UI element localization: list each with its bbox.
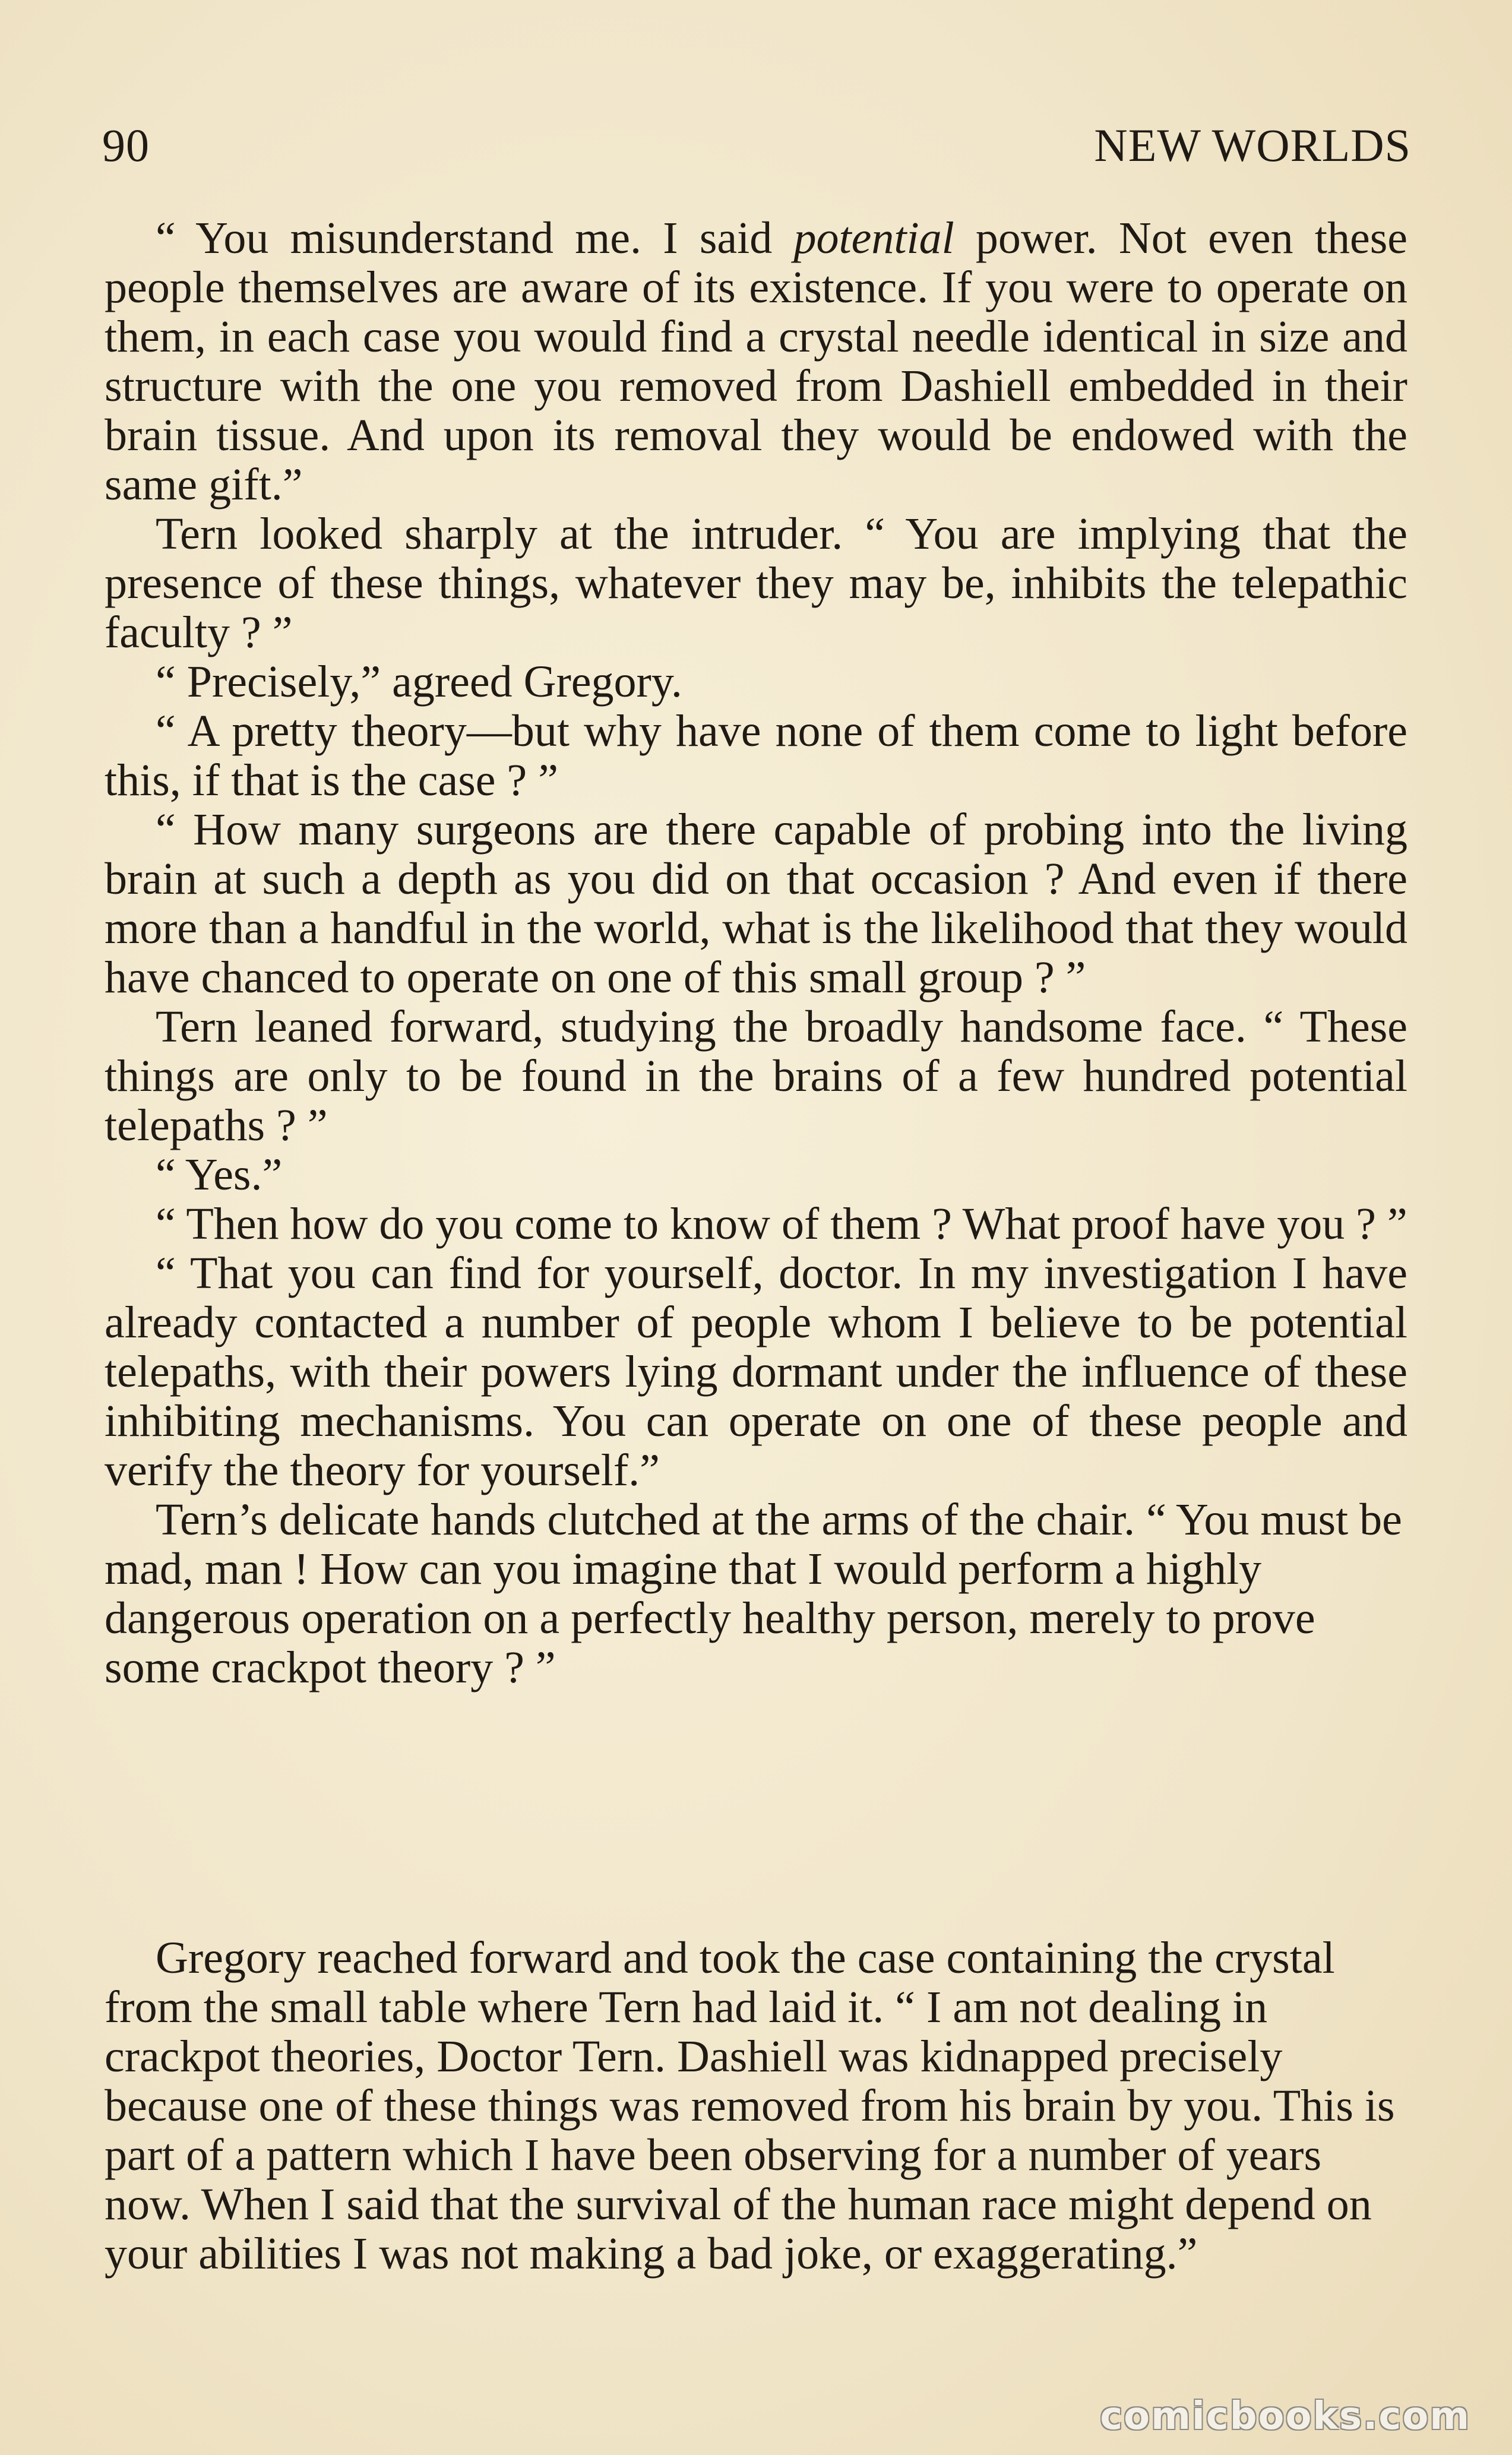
emphasis-potential: potential	[793, 213, 954, 263]
paragraph-10: Tern’s delicate hands clutched at the arms of the chair. “ You must be mad, man ! How can you imagine that I would perform a highly dangerous operation on a perfectly healthy person, merely to prove some crackpot theory ? ”	[105, 1495, 1402, 1692]
paragraph-1-start: “ You misunderstand me. I said	[156, 213, 794, 263]
body-text-section-2	[105, 1934, 1407, 2279]
paragraph-7: “ Yes.”	[156, 1150, 283, 1200]
body-text	[105, 214, 1407, 1692]
page-number: 90	[102, 119, 150, 171]
paragraph-2: Tern looked sharply at the intruder. “ You are implying that the presence of these things, whatever they may be, inhibits the telepathic faculty ? ”	[105, 509, 1407, 657]
paragraph-1-end: power. Not even these people themselves are aware of its existence. If you were to operate on them, in each case you would find a crystal needle identical in size and structure with the one you removed from Dashiell embedded in their brain tissue. And upon its removal they would be endowed with the same gift.”	[105, 213, 1407, 510]
page-header	[102, 113, 1411, 178]
paragraph-3: “ Precisely,” agreed Gregory.	[156, 657, 682, 707]
running-title: NEW WORLDS	[1094, 119, 1411, 171]
paragraph-8: “ Then how do you come to know of them ? What proof have you ? ”	[156, 1199, 1407, 1249]
watermark-logo: comicbooks.com	[1100, 2394, 1470, 2438]
paragraph-4: “ A pretty theory—but why have none of them come to light before this, if that is the case ? ”	[105, 706, 1407, 805]
paragraph-11: Gregory reached forward and took the case containing the crystal from the small table where Tern had laid it. “ I am not dealing in crackpot theories, Doctor Tern. Dashiell was kidnapped precisely because one of these things was removed from his brain by you. This is part of a pattern which I have been observing for a number of years now. When I said that the survival of the human race might depend on your abilities I was not making a bad joke, or exaggerating.”	[105, 1933, 1395, 2279]
paragraph-9: “ That you can find for yourself, doctor. In my investigation I have already contacted a number of people whom I believe to be potential telepaths, with their powers lying dormant under the influence of these inhibiting mechanisms. You can operate on one of these people and verify the theory for yourself.”	[105, 1248, 1407, 1495]
paragraph-1	[105, 214, 1407, 510]
paragraph-5: “ How many surgeons are there capable of probing into the living brain at such a depth as you did on that occasion ? And even if there more than a handful in the world, what is the likelihood that they would have chanced to operate on one of this small group ? ”	[105, 805, 1407, 1002]
paragraph-6: Tern leaned forward, studying the broadly handsome face. “ These things are only to be found in the brains of a few hundred potential telepaths ? ”	[105, 1002, 1407, 1150]
